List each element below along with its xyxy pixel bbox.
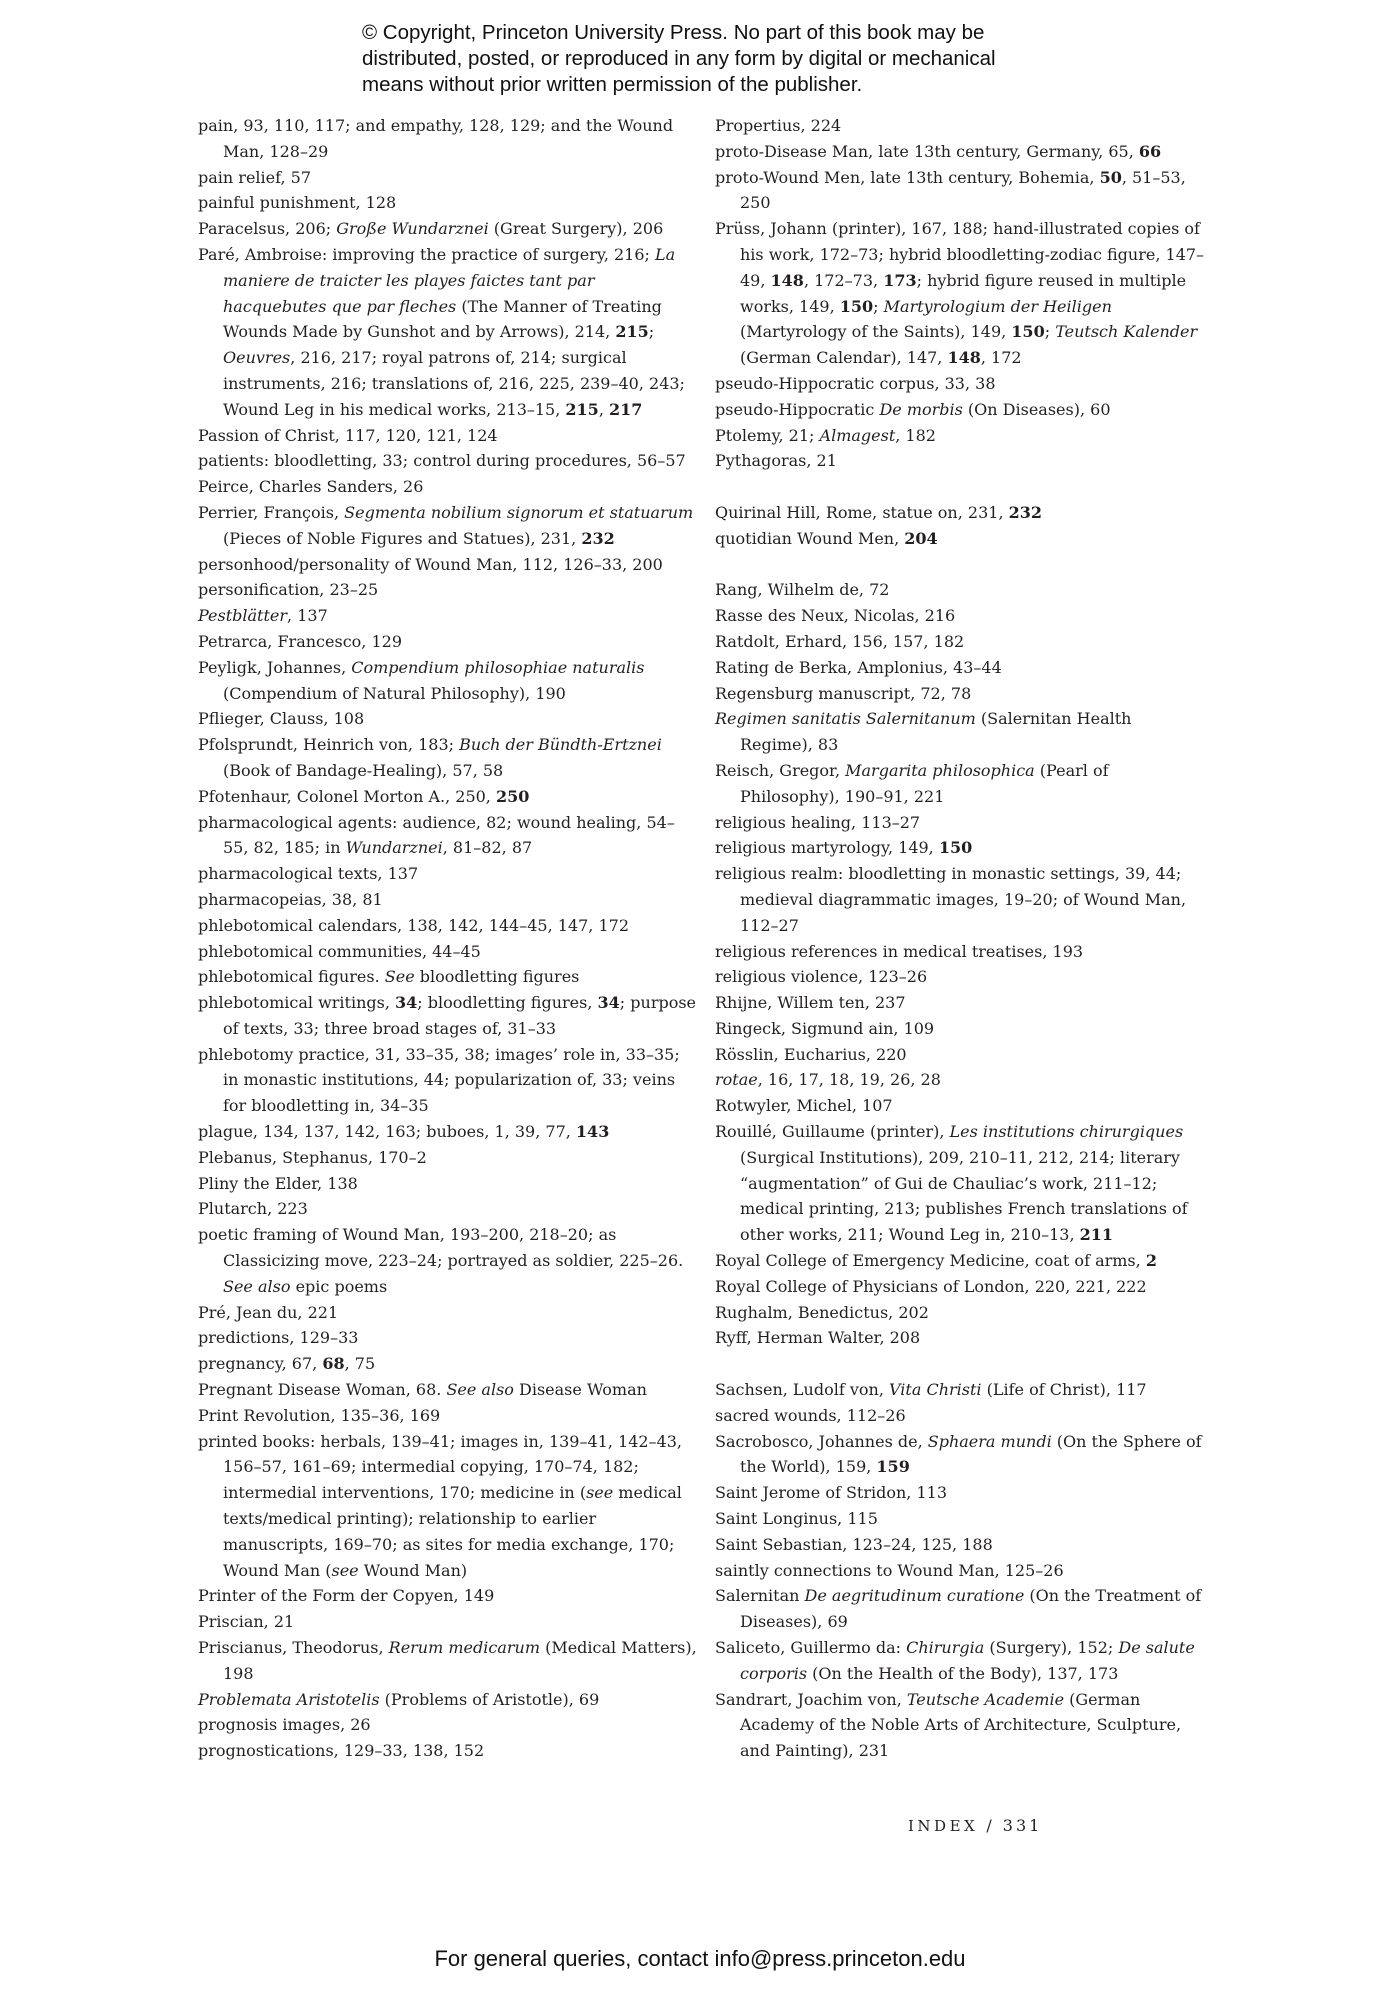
index-entry [715,1558,1205,1584]
entry-text: , 16, 17, 18, 19, 26, 28 [757,1070,941,1090]
entry-text: phlebotomical calendars, 138, 142, 144–45, 147, 172 [198,915,630,935]
entry-text: (Book of Bandage-Healing), 57, 58 [223,760,504,780]
index-entry [715,1274,1205,1300]
entry-italic-text: Vita Christi [889,1380,982,1400]
entry-text: Pfotenhaur, Colonel Morton A., 250, [198,786,496,806]
index-entry [715,1480,1205,1506]
index-entry [198,1583,698,1609]
folio-separator: / [986,1816,995,1835]
index-entry [198,1429,698,1584]
entry-italic-text: rotae [715,1070,758,1090]
entry-text: Perrier, François, [198,502,345,522]
index-entry [198,448,698,474]
index-entry [198,423,698,449]
entry-text: Rösslin, Eucharius, 220 [715,1044,907,1064]
entry-bold-page: 159 [876,1457,910,1477]
index-entry [715,1248,1205,1274]
entry-text: Sandrart, Joachim von, [715,1689,907,1709]
entry-text: Quirinal Hill, Rome, statue on, 231, [715,502,1009,522]
entry-text: Pliny the Elder, 138 [198,1173,358,1193]
index-entry [198,939,698,965]
entry-text: Ryff, Herman Walter, 208 [715,1328,921,1348]
entry-italic-text: Regimen sanitatis Salernitanum [715,709,976,729]
entry-text: , [598,399,609,419]
entry-text: Ringeck, Sigmund ain, 109 [715,1018,935,1038]
letter-group-gap [715,552,1205,578]
entry-italic-text: La maniere de traicter les playes faictes tant par hacquebutes que par fleches [223,244,676,316]
index-entry [198,603,698,629]
entry-text: Pflieger, Clauss, 108 [198,709,365,729]
entry-text: ; [873,296,884,316]
copyright-line-1: © Copyright, Princeton University Press. No part of this book may be [362,21,985,44]
entry-italic-text: Compendium philosophiae naturalis [351,657,645,677]
entry-bold-page: 34 [395,993,418,1013]
index-entry [715,681,1205,707]
entry-text: , 172 [980,348,1022,368]
entry-text: ; hybrid figure reused in multiple works, 149, [740,270,1187,316]
entry-text: plague, 134, 137, 142, 163; buboes, 1, 39, 77, [198,1122,576,1142]
entry-text: (Problems of Aristotle), 69 [379,1689,600,1709]
index-entry [715,139,1205,165]
entry-text: Saint Longinus, 115 [715,1509,878,1529]
entry-text: pseudo-Hippocratic corpus, 33, 38 [715,373,996,393]
index-entry [715,526,1205,552]
entry-text: Pfolsprundt, Heinrich von, 183; [198,735,460,755]
entry-italic-text: Oeuvres [223,348,291,368]
index-entry [715,113,1205,139]
entry-text: Rouillé, Guillaume (printer), [715,1122,950,1142]
entry-bold-page: 250 [495,786,530,806]
entry-italic-text: Teutsche Academie [906,1689,1065,1709]
entry-bold-page: 143 [575,1122,610,1142]
entry-text: Rughalm, Benedictus, 202 [715,1302,929,1322]
entry-text: Royal College of Emergency Medicine, coat of arms, [715,1251,1146,1271]
entry-text: Saliceto, Guillermo da: [715,1638,907,1658]
index-entry [715,1325,1205,1351]
entry-bold-page: 150 [839,296,874,316]
index-entry [715,1377,1205,1403]
entry-text: pharmacological agents: audience, 82; wound healing, 54–55, 82, 185; in [198,812,675,858]
index-entry [715,990,1205,1016]
index-entry [198,165,698,191]
entry-italic-text: see [331,1560,359,1580]
entry-text: Paré, Ambroise: improving the practice of surgery, 216; [198,244,656,264]
entry-text: Plutarch, 223 [198,1199,308,1219]
index-entry [198,1635,698,1687]
index-entry [198,190,698,216]
entry-bold-page: 148 [770,270,804,290]
entry-text: pregnancy, 67, [198,1354,323,1374]
entry-italic-text: Chirurgia [906,1638,985,1658]
index-entry [198,242,698,423]
index-entry [715,1016,1205,1042]
entry-text: (Medical Matters), 198 [223,1638,697,1683]
index-entry [198,216,698,242]
entry-bold-page: 173 [883,270,917,290]
entry-text: Prüss, Johann (printer), 167, 188; hand-illustrated copies of his work, 172–73; hybrid bloodletting-zodiac figure, 147–49, [715,219,1205,290]
entry-text: (On the Health of the Body), 137, 173 [807,1663,1119,1683]
entry-text: , 51–53, 250 [740,167,1186,213]
entry-text: (Life of Christ), 117 [981,1380,1147,1400]
entry-text: pharmacopeias, 38, 81 [198,889,383,909]
entry-text: Peirce, Charles Sanders, 26 [198,477,424,497]
index-entry [715,1042,1205,1068]
entry-italic-text: See [384,967,415,987]
entry-italic-text: De aegritudinum curatione [804,1586,1025,1606]
index-column-left [198,113,698,1764]
entry-bold-page: 68 [322,1354,345,1374]
copyright-line-3: means without prior written permission of the publisher. [362,73,863,96]
entry-italic-text: Buch der Bündth-Ertznei [459,735,662,755]
entry-bold-page: 66 [1138,141,1162,161]
entry-text: (Great Surgery), 206 [488,219,664,239]
entry-text: (Martyrology of the Saints), 149, [740,322,1012,342]
entry-text: pain, 93, 110, 117; and empathy, 128, 129; and the Wound Man, 128–29 [198,116,674,161]
letter-group-gap [715,1351,1205,1377]
index-entry [715,165,1205,217]
index-entry [715,603,1205,629]
index-entry [715,1635,1205,1687]
index-entry [715,706,1205,758]
entry-text: , 75 [344,1354,376,1374]
entry-text: bloodletting figures [414,967,580,987]
entry-text: painful punishment, 128 [198,193,397,213]
entry-text: Rhijne, Willem ten, 237 [715,993,906,1013]
entry-bold-page: 215 [565,399,599,419]
entry-text: ; [648,322,655,342]
entry-bold-page: 232 [1008,502,1043,522]
entry-italic-text: Problemata Aristotelis [198,1689,380,1709]
index-entry [198,655,698,707]
index-entry [715,629,1205,655]
entry-text: pain relief, 57 [198,167,311,187]
entry-text: saintly connections to Wound Man, 125–26 [715,1560,1064,1580]
entry-text: phlebotomical figures. [198,967,385,987]
letter-group-gap [715,474,1205,500]
entry-text: phlebotomical writings, [198,993,395,1013]
entry-text: Pythagoras, 21 [715,451,837,471]
entry-text: Rotwyler, Michel, 107 [715,1096,893,1116]
entry-text: (Surgery), 152; [984,1638,1119,1658]
entry-text: prognostications, 129–33, 138, 152 [198,1741,485,1761]
entry-text: Reisch, Gregor, [715,760,846,780]
index-entry [198,913,698,939]
entry-text: religious violence, 123–26 [715,967,928,987]
index-entry [198,577,698,603]
index-entry [198,1325,698,1351]
entry-text: Rating de Berka, Amplonius, 43–44 [715,657,1002,677]
index-entry [198,732,698,784]
index-entry [198,706,698,732]
entry-text: Plebanus, Stephanus, 170–2 [198,1147,427,1167]
entry-text: Print Revolution, 135–36, 169 [198,1405,441,1425]
entry-text: predictions, 129–33 [198,1328,359,1348]
index-entry [198,1738,698,1764]
entry-text: Rasse des Neux, Nicolas, 216 [715,606,956,626]
page-folio [908,1816,1042,1835]
index-entry [198,113,698,165]
index-entry [715,1532,1205,1558]
entry-text: Ptolemy, 21; [715,425,820,445]
entry-text: Salernitan [715,1586,805,1606]
index-entry [715,861,1205,938]
entry-text: Pregnant Disease Woman, 68. [198,1380,447,1400]
index-column-right [715,113,1205,1764]
entry-text: Royal College of Physicians of London, 220, 221, 222 [715,1276,1147,1296]
index-entry [715,758,1205,810]
entry-text: Sacrobosco, Johannes de, [715,1431,928,1451]
entry-text: Rang, Wilhelm de, 72 [715,580,890,600]
entry-text: religious realm: bloodletting in monastic settings, 39, 44; medieval diagrammatic images, 19–20; of Wound Man, 112–27 [715,864,1187,935]
entry-text: Priscianus, Theodorus, [198,1638,389,1658]
entry-bold-page: 150 [1011,322,1045,342]
entry-italic-text: Sphaera mundi [927,1431,1052,1451]
entry-bold-page: 215 [615,322,649,342]
entry-text: epic poems [290,1276,388,1296]
entry-text: (The Manner of Treating Wounds Made by Gunshot and by Arrows), 214, [223,296,662,342]
entry-text: , 182 [895,425,936,445]
index-entry [715,939,1205,965]
entry-text: , 216, 217; royal patrons of, 214; surgical instruments, 216; translations of, 216, 225, 239–40, 243; Wound Leg in his medical works, 213–15, [223,348,685,419]
index-entry [715,397,1205,423]
entry-bold-page: 34 [597,993,620,1013]
entry-italic-text: Les institutions chirurgiques [949,1122,1184,1142]
entry-text: pharmacological texts, 137 [198,864,419,884]
index-entry [198,1196,698,1222]
index-entry [198,861,698,887]
index-entry [715,655,1205,681]
entry-text: Priscian, 21 [198,1612,295,1632]
index-entry [198,784,698,810]
entry-text: (German Calendar), 147, [740,348,948,368]
entry-text: personification, 23–25 [198,580,379,600]
entry-italic-text: Segmenta nobilium signorum et statuarum [344,502,694,522]
copyright-line-2: distributed, posted, or reproduced in any form by digital or mechanical [362,47,996,70]
entry-bold-page: 148 [947,348,981,368]
index-entry [715,423,1205,449]
index-entry [715,1583,1205,1635]
index-entry [198,500,698,552]
entry-text: (Salernitan Health Regime), 83 [740,709,1132,755]
index-entry [198,1042,698,1119]
page-number: 331 [1002,1816,1043,1835]
folio-label: INDEX [908,1817,979,1835]
index-entry [715,577,1205,603]
entry-text: proto-Disease Man, late 13th century, Germany, 65, [715,141,1139,161]
entry-text: (Pearl of Philosophy), 190–91, 221 [740,760,1109,806]
entry-text: sacred wounds, 112–26 [715,1405,906,1425]
entry-text: Pré, Jean du, 221 [198,1302,339,1322]
entry-text: religious martyrology, 149, [715,838,939,858]
entry-bold-page: 211 [1079,1225,1114,1245]
index-entry [198,474,698,500]
entry-text: (On Diseases), 60 [962,399,1111,419]
index-entry [198,1300,698,1326]
entry-italic-text: Wundarznei [345,838,443,858]
entry-text: patients: bloodletting, 33; control during procedures, 56–57 [198,451,686,471]
index-entry [715,448,1205,474]
footer-contact: For general queries, contact info@press.princeton.edu [434,1946,966,1971]
entry-text: prognosis images, 26 [198,1715,371,1735]
entry-text: Propertius, 224 [715,116,842,135]
entry-italic-text: De morbis [879,399,963,419]
entry-italic-text: Margarita philosophica [845,760,1035,780]
entry-text: , 137 [287,606,328,626]
entry-italic-text: Almagest [819,425,896,445]
entry-text: medical texts/medical printing); relationship to earlier manuscripts, 169–70; as sites for media exchange, 170; Wound Man ( [223,1483,682,1580]
index-entry [198,1119,698,1145]
index-entry [198,990,698,1042]
entry-text: ; bloodletting figures, [417,993,598,1013]
index-entry [715,500,1205,526]
entry-bold-page: 2 [1145,1251,1157,1271]
index-entry [198,1171,698,1197]
entry-text: (On the Treatment of Diseases), 69 [740,1586,1202,1632]
entry-text: Disease Woman [513,1380,647,1400]
entry-italic-text: Pestblätter [198,606,288,626]
entry-text: phlebotomical communities, 44–45 [198,941,481,961]
entry-italic-text: Teutsch Kalender [1055,322,1198,342]
index-entry [198,964,698,990]
entry-text: , 172–73, [803,270,884,290]
entry-text: printed books: herbals, 139–41; images in, 139–41, 142–43, 156–57, 161–69; intermedial copying, 170–74, 182; intermedial interventions, 170; medicine in ( [198,1431,682,1503]
entry-text: Sachsen, Ludolf von, [715,1380,889,1400]
entry-italic-text: See also [223,1276,291,1296]
entry-bold-page: 232 [581,528,615,548]
entry-italic-text: De salute corporis [740,1638,1195,1683]
index-entry [715,1300,1205,1326]
entry-text: religious references in medical treatises, 193 [715,941,1084,961]
entry-text: Wound Man) [358,1560,468,1580]
entry-bold-page: 217 [608,399,643,419]
entry-text: Saint Sebastian, 123–24, 125, 188 [715,1534,993,1554]
index-entry [198,887,698,913]
entry-italic-text: See also [446,1380,514,1400]
copyright-notice [362,20,1122,98]
entry-text: ; [1044,322,1056,342]
index-entry [715,1403,1205,1429]
index-entry [715,835,1205,861]
entry-text: quotidian Wound Men, [715,528,905,548]
index-entry [715,1119,1205,1248]
entry-text: Saint Jerome of Stridon, 113 [715,1483,948,1503]
entry-text: , 81–82, 87 [442,838,533,858]
entry-text: Passion of Christ, 117, 120, 121, 124 [198,425,498,445]
entry-italic-text: see [586,1483,614,1503]
entry-text: (German Academy of the Noble Arts of Architecture, Sculpture, and Painting), 231 [740,1689,1182,1761]
entry-italic-text: Martyrologium der Heiligen [883,296,1112,316]
entry-text: Regensburg manuscript, 72, 78 [715,683,972,703]
index-entry [198,1145,698,1171]
index-entry [198,1609,698,1635]
index-entry [198,1712,698,1738]
index-entry [198,1377,698,1403]
index-entry [715,1093,1205,1119]
entry-text: Paracelsus, 206; [198,219,337,239]
entry-text: (Compendium of Natural Philosophy), 190 [223,683,566,703]
index-entry [198,552,698,578]
index-entry [715,964,1205,990]
entry-italic-text: Rerum medicarum [388,1638,540,1658]
entry-text: (Pieces of Noble Figures and Statues), 231, [223,528,582,548]
entry-text: Ratdolt, Erhard, 156, 157, 182 [715,631,965,651]
entry-text: ; purpose of texts, 33; three broad stages of, 31–33 [223,993,697,1038]
index-entry [198,629,698,655]
entry-text: personhood/personality of Wound Man, 112, 126–33, 200 [198,554,663,574]
entry-bold-page: 150 [938,838,973,858]
index-entry [715,216,1205,371]
index-entry [198,1403,698,1429]
index-entry [715,1506,1205,1532]
index-entry [198,810,698,862]
index-entry [198,1351,698,1377]
entry-text: poetic framing of Wound Man, 193–200, 218–20; as Classicizing move, 223–24; portrayed as soldier, 225–26. [198,1225,684,1271]
index-entry [715,1687,1205,1764]
entry-bold-page: 204 [904,528,938,548]
index-entry [715,1429,1205,1481]
index-entry [198,1687,698,1713]
entry-text: Peyligk, Johannes, [198,657,352,677]
entry-text: Petrarca, Francesco, 129 [198,631,402,651]
entry-text: religious healing, 113–27 [715,812,921,832]
entry-bold-page: 50 [1099,167,1122,187]
index-entry [198,1222,698,1299]
entry-text: Printer of the Form der Copyen, 149 [198,1586,495,1606]
index-entry [715,371,1205,397]
entry-text: (Surgical Institutions), 209, 210–11, 212, 214; literary “augmentation” of Gui de Chauliac’s work, 211–12; medical printing, 213; publishes French translations of other works, 211; Wound Leg in, 210–13, [740,1147,1188,1245]
entry-italic-text: Große Wundarznei [336,219,489,239]
index-entry [715,810,1205,836]
entry-text: pseudo-Hippocratic [715,399,880,419]
index-entry [715,1067,1205,1093]
entry-text: (On the Sphere of the World), 159, [740,1431,1202,1477]
entry-text: phlebotomy practice, 31, 33–35, 38; images’ role in, 33–35; in monastic institutions, 44; popularization of, 33; veins for bloodletting in, 34–35 [198,1044,680,1116]
entry-text: proto-Wound Men, late 13th century, Bohemia, [715,167,1100,187]
